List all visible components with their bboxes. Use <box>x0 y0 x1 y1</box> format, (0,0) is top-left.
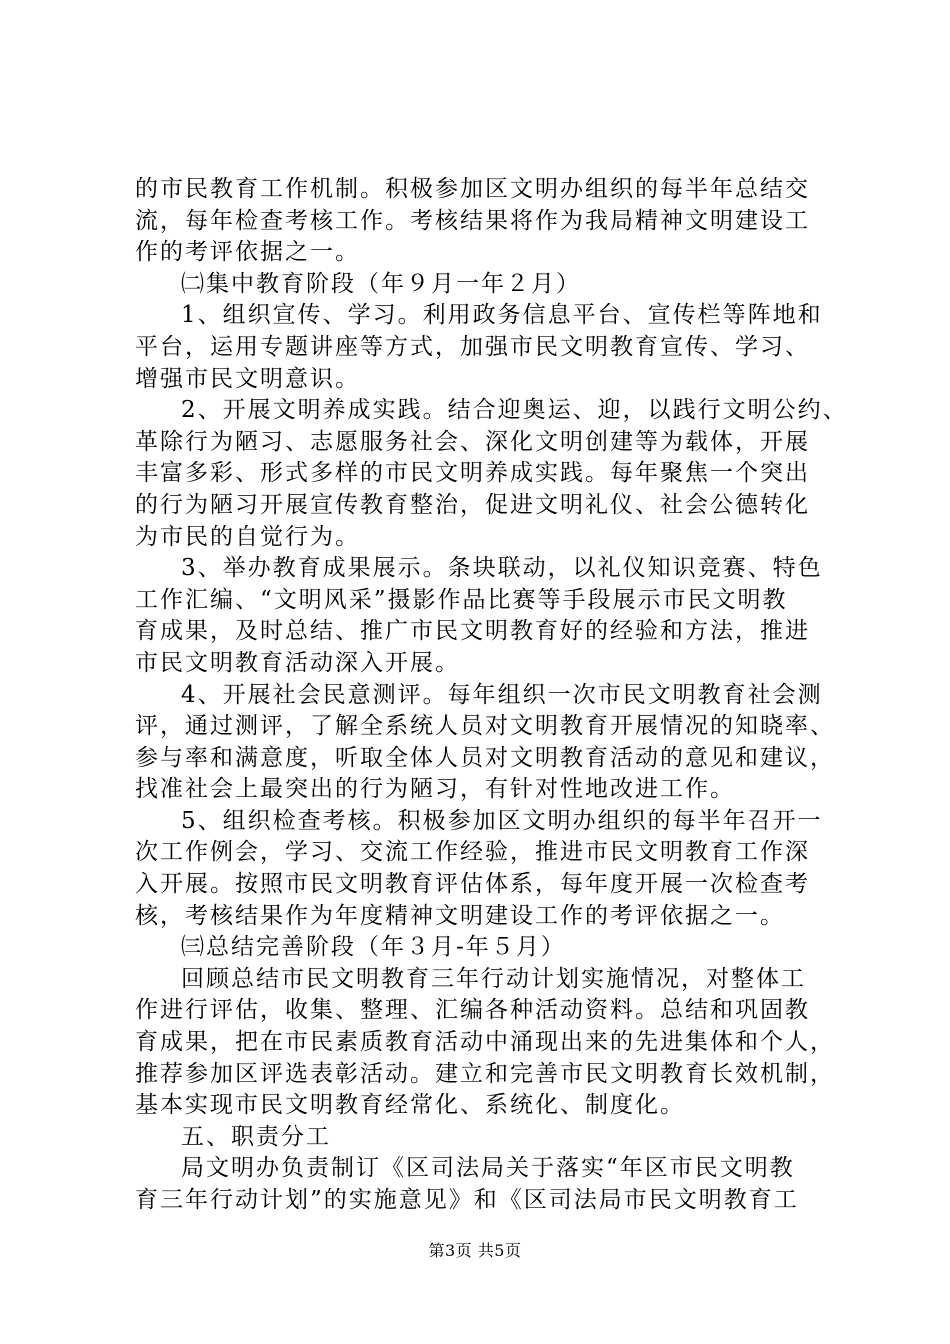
text-line: 丰富多彩、形式多样的市民文明养成实践。每年聚焦一个突出 <box>135 460 810 487</box>
text-line: 育成果，及时总结、推广市民文明教育好的经验和方法，推进 <box>135 618 810 645</box>
text-line: 2、开展文明养成实践。结合迎奥运、迎，以践行文明公约、 <box>181 397 848 424</box>
text-line: 五、职责分工 <box>181 1123 331 1150</box>
text-line: 局文明办负责制订《区司法局关于落实“年区市民文明教 <box>181 1155 795 1182</box>
text-line: 工作汇编、“文明风采”摄影作品比赛等手段展示市民文明教 <box>135 586 788 613</box>
text-line: 3、举办教育成果展示。条块联动，以礼仪知识竞赛、特色 <box>181 555 823 582</box>
text-line: 革除行为陋习、志愿服务社会、深化文明创建等为载体，开展 <box>135 428 810 455</box>
text-line: 基本实现市民文明教育经常化、系统化、制度化。 <box>135 1092 685 1119</box>
text-line: 的市民教育工作机制。积极参加区文明办组织的每半年总结交 <box>135 176 810 202</box>
text-line: 为市民的自觉行为。 <box>135 523 360 550</box>
text-line: 核，考核结果作为年度精神文明建设工作的考评依据之一。 <box>135 902 785 929</box>
text-line: 增强市民文明意识。 <box>135 365 360 392</box>
text-line: 1、组织宣传、学习。利用政务信息平台、宣传栏等阵地和 <box>181 302 823 329</box>
text-line: 平台，运用专题讲座等方式，加强市民文明教育宣传、学习、 <box>135 333 810 360</box>
text-line: 5、组织检查考核。积极参加区文明办组织的每半年召开一 <box>181 807 823 834</box>
text-line: 流，每年检查考核工作。考核结果将作为我局精神文明建设工 <box>135 207 810 234</box>
text-line: 回顾总结市民文明教育三年行动计划实施情况，对整体工 <box>181 965 806 992</box>
text-line: 评，通过测评，了解全系统人员对文明教育开展情况的知晓率、 <box>135 713 835 740</box>
text-line: ㈢总结完善阶段（年３月-年５月） <box>181 934 566 961</box>
text-line: 参与率和满意度，听取全体人员对文明教育活动的意见和建议， <box>135 744 835 771</box>
text-line: ㈡集中教育阶段（年９月一年２月） <box>181 270 581 297</box>
text-line: 入开展。按照市民文明教育评估体系，每年度开展一次检查考 <box>135 871 810 898</box>
text-line: 市民文明教育活动深入开展。 <box>135 649 460 676</box>
text-line: 育三年行动计划”的实施意见》和《区司法局市民文明教育工 <box>135 1187 799 1213</box>
text-line: 推荐参加区评选表彰活动。建立和完善市民文明教育长效机制， <box>135 1060 835 1087</box>
page-footer: 第3页 共5页 <box>428 1241 522 1260</box>
text-line: 4、开展社会民意测评。每年组织一次市民文明教育社会测 <box>181 681 823 708</box>
document-body <box>135 174 848 1217</box>
text-line: 的行为陋习开展宣传教育整治，促进文明礼仪、社会公德转化 <box>135 491 810 518</box>
text-line: 育成果，把在市民素质教育活动中涌现出来的先进集体和个人， <box>135 1029 835 1056</box>
text-line: 找准社会上最突出的行为陋习，有针对性地改进工作。 <box>135 776 735 803</box>
text-line: 次工作例会，学习、交流工作经验，推进市民文明教育工作深 <box>135 839 810 866</box>
text-line: 作进行评估，收集、整理、汇编各种活动资料。总结和巩固教 <box>135 997 810 1024</box>
text-line: 作的考评依据之一。 <box>135 239 360 266</box>
